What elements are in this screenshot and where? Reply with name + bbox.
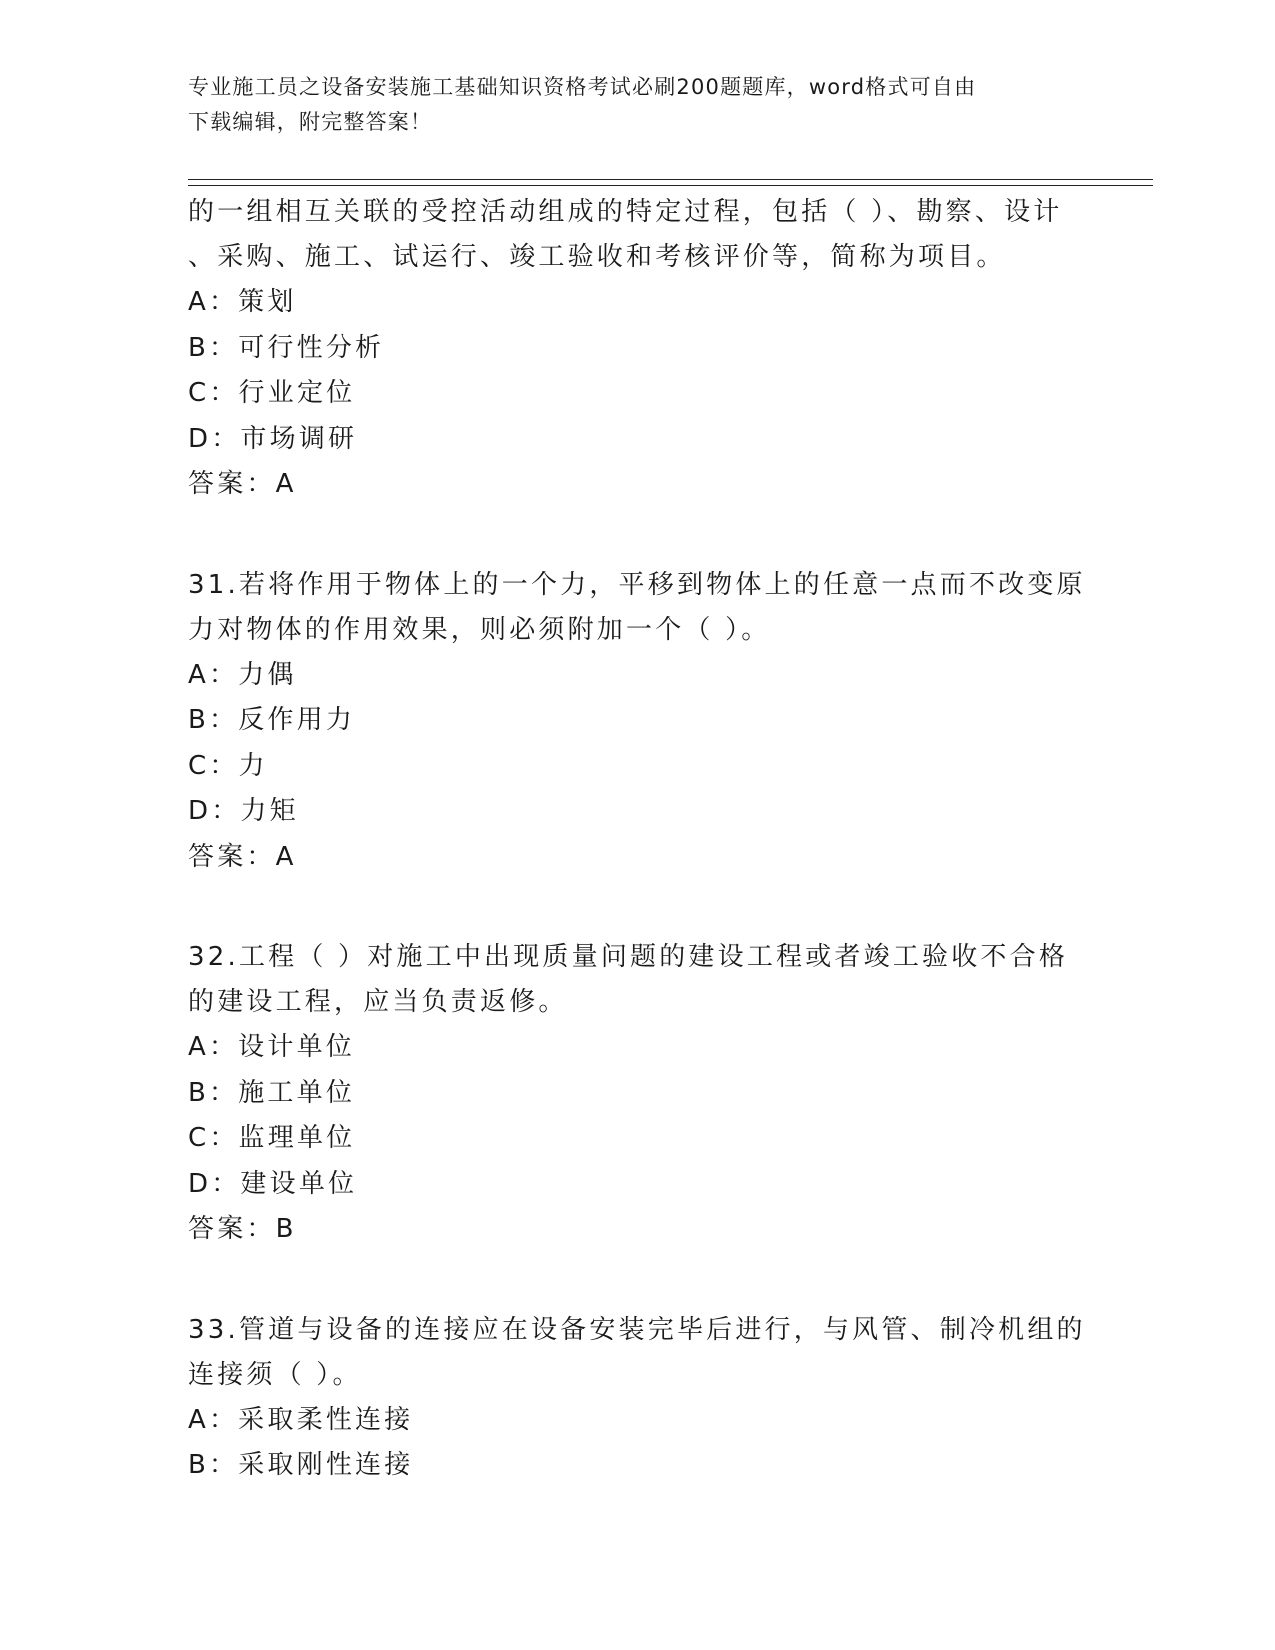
option-d: D：力矩 [188, 796, 299, 826]
question-text-line: 的建设工程，应当负责返修。 [188, 987, 568, 1017]
question-block [188, 563, 1088, 881]
answer-line: 答案：A [188, 841, 297, 872]
question-gap [188, 508, 1088, 563]
answer-line: 答案：B [188, 1214, 297, 1244]
question-block [188, 935, 1088, 1253]
question-text-line: 的一组相互关联的受控活动组成的特定过程，包括（ ）、勘察、设计 [188, 197, 1063, 227]
option-d: D：建设单位 [188, 1168, 358, 1199]
option-a: A：力偶 [188, 659, 297, 690]
option-b: B：可行性分析 [188, 332, 385, 363]
option-c: C：力 [188, 750, 268, 781]
question-text-line: 连接须（ ）。 [188, 1359, 362, 1390]
option-a: A：采取柔性连接 [188, 1404, 414, 1435]
header-divider-top [188, 179, 1153, 180]
option-c: C：行业定位 [188, 378, 356, 408]
answer-line: 答案：A [188, 469, 297, 499]
header-divider-bottom [188, 185, 1153, 186]
option-d: D：市场调研 [188, 423, 358, 454]
question-text-line: 33.管道与设备的连接应在设备安装完毕后进行，与风管、制冷机组的 [188, 1314, 1086, 1345]
header-line-1: 专业施工员之设备安装施工基础知识资格考试必刷200题题库，word格式可自由 [188, 75, 977, 99]
option-b: B：采取刚性连接 [188, 1450, 414, 1480]
option-c: C：监理单位 [188, 1123, 356, 1153]
question-text-line: 31.若将作用于物体上的一个力，平移到物体上的任意一点而不改变原 [188, 569, 1086, 600]
question-gap [188, 1253, 1088, 1308]
option-a: A：设计单位 [188, 1032, 355, 1062]
document-header [188, 70, 1068, 140]
option-b: B：反作用力 [188, 705, 356, 735]
question-text-line: 力对物体的作用效果，则必须附加一个（ ）。 [188, 614, 771, 645]
option-a: A：策划 [188, 287, 297, 317]
question-text-line: 32.工程（ ）对施工中出现质量问题的建设工程或者竣工验收不合格 [188, 942, 1069, 972]
question-text-line: 、采购、施工、试运行、竣工验收和考核评价等，简称为项目。 [188, 242, 1006, 272]
question-block [188, 1308, 1088, 1489]
question-gap [188, 880, 1088, 935]
question-block [188, 190, 1088, 508]
header-line-2: 下载编辑，附完整答案！ [188, 110, 433, 134]
question-list [188, 190, 1088, 1489]
option-b: B：施工单位 [188, 1077, 356, 1108]
